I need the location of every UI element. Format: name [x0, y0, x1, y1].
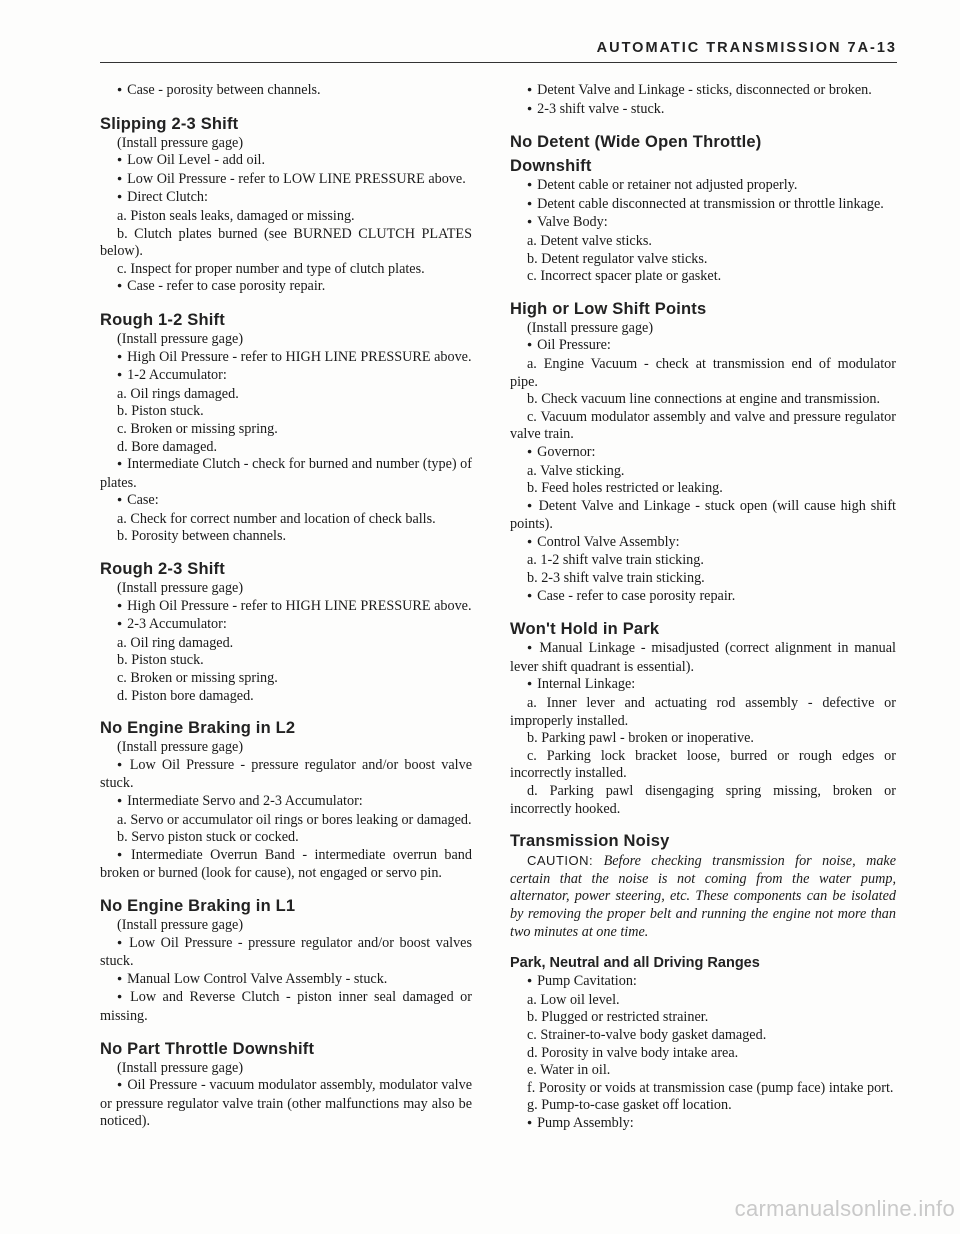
body-line: d. Bore damaged.	[117, 438, 218, 455]
section-heading: Rough 2-3 Shift	[100, 560, 225, 579]
bullet-text: Low Oil Level - add oil.	[127, 152, 266, 169]
section-heading: Rough 1-2 Shift	[100, 310, 225, 329]
bullet-dot-icon	[117, 971, 127, 987]
bullet-item	[510, 214, 896, 233]
body-line: a. Oil rings damaged.	[117, 385, 239, 402]
bullet-item	[100, 278, 472, 297]
caution-note	[510, 852, 896, 941]
bullet-item	[100, 793, 472, 812]
bullet-text: Detent cable or retainer not adjusted properly.	[537, 177, 798, 194]
bullet-text: High Oil Pressure - refer to HIGH LINE PRESSURE above.	[127, 597, 472, 614]
body-line: e. Water in oil.	[527, 1062, 611, 1079]
body-line: c. Inspect for proper number and type of clutch plates.	[117, 260, 425, 277]
section-heading: No Engine Braking in L1	[100, 896, 296, 915]
bullet-item	[100, 171, 472, 190]
page-header: AUTOMATIC TRANSMISSION 7A-13	[596, 40, 897, 56]
body-line: b. 2-3 shift valve train sticking.	[527, 570, 705, 587]
bullet-item	[100, 935, 472, 971]
body-line: c. Vacuum modulator assembly and valve and pressure regulator valve train.	[510, 408, 896, 443]
bullet-dot-icon	[527, 973, 537, 989]
body-line: b. Clutch plates burned (see BURNED CLUTCH PLATES below).	[100, 225, 472, 260]
right-column	[510, 82, 896, 1134]
bullet-item	[510, 676, 896, 695]
bullet-dot-icon	[527, 1115, 537, 1131]
bullet-dot-icon	[117, 456, 127, 472]
bullet-dot-icon	[527, 676, 537, 692]
bullet-text: Detent cable disconnected at transmission or throttle linkage.	[537, 195, 884, 212]
bullet-item	[510, 444, 896, 463]
caution-text: Before checking transmission for noise, make certain that the noise is not coming from the water pump, alternator, power steering, etc. These components can be isolated by removing the proper belt and running the engine not more than two minutes at one time.	[510, 853, 897, 940]
body-line: g. Pump-to-case gasket off location.	[527, 1097, 732, 1114]
section-heading: No Part Throttle Downshift	[100, 1039, 315, 1058]
bullet-dot-icon	[117, 152, 127, 168]
body-line: b. Piston stuck.	[117, 652, 204, 669]
body-line: b. Servo piston stuck or cocked.	[117, 829, 299, 846]
body-line: b. Parking pawl - broken or inoperative.	[527, 730, 754, 747]
body-line: b. Porosity between channels.	[117, 528, 287, 545]
bullet-item	[510, 177, 896, 196]
bullet-dot-icon	[117, 935, 129, 951]
body-line: a. Detent valve sticks.	[527, 232, 652, 249]
bullet-dot-icon	[117, 598, 127, 614]
bullet-text: Detent Valve and Linkage - stuck open (will cause high shift points).	[510, 497, 896, 533]
bullet-text: Control Valve Assembly:	[537, 533, 680, 550]
bullet-dot-icon	[527, 640, 539, 656]
bullet-item	[100, 456, 472, 492]
bullet-item	[100, 492, 472, 511]
body-line: (Install pressure gage)	[117, 330, 244, 347]
bullet-item	[100, 82, 472, 101]
bullet-item	[510, 534, 896, 553]
bullet-text: Low Oil Pressure - pressure regulator and/or boost valves stuck.	[100, 934, 472, 970]
body-line: a. Inner lever and actuating rod assembly - defective or improperly installed.	[510, 695, 896, 729]
section-heading: Downshift	[510, 157, 592, 176]
bullet-text: Case - refer to case porosity repair.	[537, 587, 736, 604]
bullet-text: Intermediate Overrun Band - intermediate overrun band broken or burned (look for cause), not engaged or servo pin.	[100, 846, 472, 882]
body-line: c. Strainer-to-valve body gasket damaged.	[527, 1026, 767, 1043]
bullet-dot-icon	[117, 492, 127, 508]
bullet-text: Oil Pressure:	[537, 337, 611, 354]
header-rule	[100, 62, 897, 63]
body-line: a. Piston seals leaks, damaged or missing.	[117, 207, 355, 224]
bullet-item	[100, 971, 472, 990]
bullet-text: Oil Pressure - vacuum modulator assembly, modulator valve or pressure regulator valve train (other malfunctions may also be noticed).	[100, 1077, 472, 1130]
bullet-dot-icon	[117, 189, 127, 205]
bullet-text: Low and Reverse Clutch - piston inner seal damaged or missing.	[100, 989, 472, 1024]
bullet-item	[100, 616, 472, 635]
bullet-text: 2-3 Accumulator:	[127, 616, 227, 633]
bullet-text: Low Oil Pressure - refer to LOW LINE PRESSURE above.	[127, 170, 466, 187]
body-line: c. Parking lock bracket loose, burred or rough edges or incorrectly installed.	[510, 747, 896, 782]
body-line: b. Feed holes restricted or leaking.	[527, 480, 723, 497]
bullet-dot-icon	[527, 337, 537, 353]
section-heading: No Detent (Wide Open Throttle)	[510, 133, 762, 152]
bullet-dot-icon	[117, 757, 130, 773]
body-line: (Install pressure gage)	[117, 916, 244, 933]
bullet-dot-icon	[117, 171, 127, 187]
body-line: a. 1-2 shift valve train sticking.	[527, 552, 704, 569]
bullet-text: Case - porosity between channels.	[127, 82, 321, 98]
bullet-dot-icon	[527, 196, 537, 212]
bullet-dot-icon	[117, 616, 127, 632]
body-line: a. Low oil level.	[527, 991, 620, 1008]
bullet-text: Low Oil Pressure - pressure regulator and/or boost valve stuck.	[100, 756, 472, 792]
bullet-dot-icon	[527, 498, 539, 514]
body-line: a. Engine Vacuum - check at transmission end of modulator pipe.	[510, 355, 896, 390]
section-heading: Transmission Noisy	[510, 832, 670, 851]
watermark: carmanualsonline.info	[734, 1196, 955, 1221]
bullet-text: Detent Valve and Linkage - sticks, disconnected or broken.	[537, 82, 872, 98]
bullet-dot-icon	[117, 82, 127, 98]
bullet-item	[100, 349, 472, 368]
bullet-item	[510, 101, 896, 120]
bullet-dot-icon	[527, 177, 537, 193]
body-line: b. Plugged or restricted strainer.	[527, 1009, 709, 1026]
bullet-text: Valve Body:	[537, 214, 608, 231]
bullet-dot-icon	[117, 349, 127, 365]
bullet-text: Governor:	[537, 443, 596, 460]
body-line: d. Porosity in valve body intake area.	[527, 1044, 739, 1061]
bullet-item	[510, 1115, 896, 1134]
bullet-item	[100, 757, 472, 793]
bullet-item	[100, 989, 472, 1025]
bullet-dot-icon	[117, 847, 131, 863]
body-line: c. Broken or missing spring.	[117, 670, 278, 687]
bullet-item	[100, 847, 472, 883]
bullet-item	[510, 337, 896, 356]
bullet-item	[510, 588, 896, 607]
bullet-dot-icon	[527, 82, 537, 98]
bullet-item	[100, 189, 472, 208]
bullet-text: 1-2 Accumulator:	[127, 367, 227, 384]
bullet-dot-icon	[117, 989, 130, 1005]
bullet-dot-icon	[117, 1077, 127, 1093]
body-line: c. Incorrect spacer plate or gasket.	[527, 268, 722, 285]
bullet-text: 2-3 shift valve - stuck.	[537, 100, 665, 117]
bullet-text: Pump Assembly:	[537, 1114, 634, 1131]
bullet-item	[100, 152, 472, 171]
bullet-text: Intermediate Servo and 2-3 Accumulator:	[127, 793, 363, 809]
body-line: (Install pressure gage)	[117, 580, 244, 597]
bullet-text: Manual Linkage - misadjusted (correct alignment in manual lever shift quadrant is essential).	[510, 640, 896, 675]
bullet-text: Case - refer to case porosity repair.	[127, 278, 326, 295]
body-line: d. Piston bore damaged.	[117, 687, 254, 704]
body-line: b. Check vacuum line connections at engine and transmission.	[527, 391, 881, 408]
bullet-dot-icon	[527, 588, 537, 604]
bullet-text: Intermediate Clutch - check for burned and number (type) of plates.	[100, 456, 472, 491]
bullet-text: Pump Cavitation:	[537, 973, 637, 990]
bullet-dot-icon	[117, 367, 127, 383]
body-line: a. Valve sticking.	[527, 462, 625, 479]
bullet-item	[100, 1077, 472, 1131]
bullet-item	[510, 640, 896, 676]
bullet-text: Internal Linkage:	[537, 676, 636, 693]
caution-label: CAUTION:	[527, 853, 594, 869]
subsection-heading: Park, Neutral and all Driving Ranges	[510, 955, 760, 972]
body-line: (Install pressure gage)	[117, 1059, 244, 1076]
bullet-item	[510, 82, 896, 101]
bullet-dot-icon	[527, 101, 537, 117]
bullet-dot-icon	[117, 278, 127, 294]
body-line: b. Detent regulator valve sticks.	[527, 250, 708, 267]
section-heading: No Engine Braking in L2	[100, 719, 296, 738]
body-line: a. Servo or accumulator oil rings or bores leaking or damaged.	[117, 811, 472, 828]
body-line: c. Broken or missing spring.	[117, 420, 278, 437]
body-line: (Install pressure gage)	[117, 134, 244, 151]
bullet-text: High Oil Pressure - refer to HIGH LINE PRESSURE above.	[127, 348, 472, 365]
bullet-item	[510, 973, 896, 992]
body-line: (Install pressure gage)	[527, 319, 654, 336]
bullet-item	[100, 367, 472, 386]
bullet-item	[510, 196, 896, 215]
section-heading: Slipping 2-3 Shift	[100, 114, 239, 133]
body-line: f. Porosity or voids at transmission case (pump face) intake port.	[527, 1079, 894, 1096]
bullet-dot-icon	[527, 534, 537, 550]
body-line: a. Check for correct number and location of check balls.	[117, 510, 436, 527]
body-line: (Install pressure gage)	[117, 739, 244, 756]
section-heading: High or Low Shift Points	[510, 299, 707, 318]
bullet-item	[510, 498, 896, 534]
body-line: d. Parking pawl disengaging spring missing, broken or incorrectly hooked.	[510, 783, 896, 817]
body-line: a. Oil ring damaged.	[117, 634, 234, 651]
bullet-dot-icon	[117, 793, 127, 809]
bullet-text: Manual Low Control Valve Assembly - stuck.	[127, 970, 388, 987]
section-heading: Won't Hold in Park	[510, 620, 660, 639]
body-line: b. Piston stuck.	[117, 403, 204, 420]
bullet-text: Case:	[127, 492, 159, 509]
left-column	[100, 82, 472, 1131]
bullet-text: Direct Clutch:	[127, 189, 208, 206]
bullet-dot-icon	[527, 444, 537, 460]
bullet-dot-icon	[527, 214, 537, 230]
bullet-item	[100, 598, 472, 617]
